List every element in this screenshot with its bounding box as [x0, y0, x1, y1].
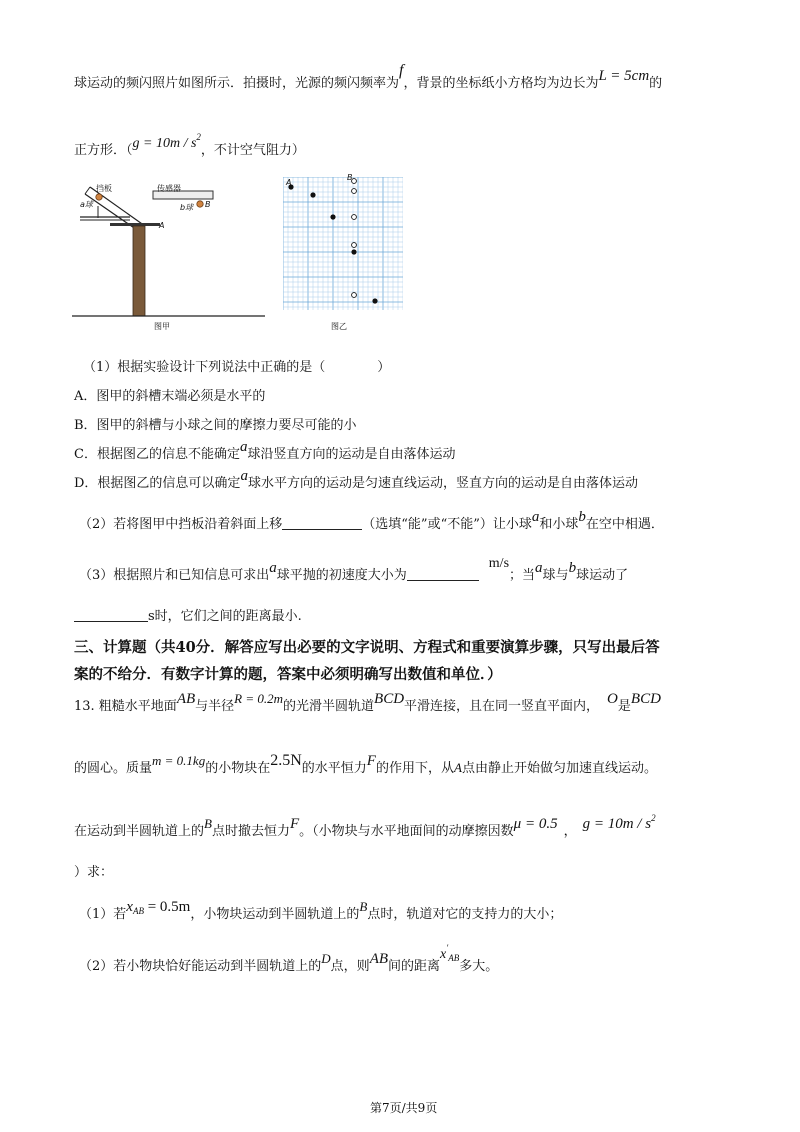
- q3-blank-time[interactable]: [74, 609, 148, 622]
- q2-line: （2）若将图甲中挡板沿着斜面上移 （选填“能”或“不能”）让小球a和小球b在空中相遇．: [79, 509, 664, 532]
- q3-line-2: s时，它们之间的距离最小.: [74, 605, 302, 624]
- strobe-ball-a: [330, 214, 335, 219]
- figure-strobe-grid: [283, 177, 403, 310]
- label-point-A: A: [159, 221, 165, 230]
- strobe-ball-b: [352, 189, 357, 194]
- table-pole: [133, 226, 145, 316]
- p13-line-1: 13. 粗糙水平地面AB与半径R = 0.2m的光滑半圆轨道BCD平滑连接，且在同一竖直平面内， O是BCD: [74, 691, 661, 714]
- var-L: L = 5cm: [598, 68, 650, 84]
- q1-option-B: B．图甲的斜槽与小球之间的摩擦力要尽可能的小: [74, 418, 357, 433]
- p13-line-2: 的圆心。质量m = 0.1kg的小物块在2.5N的水平恒力F的作用下，从A点由静止开始做匀加速直线运动。: [74, 752, 657, 776]
- label-point-B: B: [205, 200, 211, 209]
- ball-b: [197, 201, 203, 207]
- p13-line-4: ）求：: [74, 865, 114, 880]
- caption-figure-1: 图甲: [154, 322, 170, 331]
- figure-apparatus: [70, 172, 270, 334]
- strobe-ball-b: [352, 293, 357, 298]
- label-ball-b: b球: [180, 203, 194, 212]
- grid-label-B: B: [347, 173, 353, 182]
- label-baffle: 挡板: [96, 184, 112, 193]
- ball-a: [96, 194, 102, 200]
- caption-figure-2: 图乙: [331, 322, 347, 331]
- q2-blank[interactable]: [282, 517, 362, 530]
- section-heading-line-1: 三、计算题（共40分．解答应写出必要的文字说明、方程式和重要演算步骤，只写出最后答: [74, 639, 660, 656]
- strobe-ball-b: [352, 215, 357, 220]
- q1-stem: （1）根据实验设计下列说法中正确的是（ ）: [83, 360, 391, 375]
- label-ball-a: a球: [80, 200, 93, 209]
- page-number: 第7页/共9页: [370, 1101, 438, 1115]
- q1-option-A: A．图甲的斜槽末端必须是水平的: [74, 389, 266, 404]
- var-f: f: [399, 62, 404, 79]
- p13-sub-2: （2）若小物块恰好能运动到半圆轨道上的D点，则AB间的距离$x'_{AB}$多大。: [79, 943, 499, 974]
- grid-label-A: A: [286, 178, 292, 187]
- strobe-ball-a: [372, 298, 377, 303]
- intro-line-1: 球运动的频闪照片如图所示．拍摄时，光源的频闪频率为f，背景的坐标纸小方格均为边长为L = 5cm的: [74, 62, 663, 91]
- table-top: [110, 223, 160, 226]
- label-sensor: 传感器: [157, 184, 181, 193]
- p13-sub-1: （1）若$x_{AB} = 0.5m$，小物块运动到半圆轨道上的B点时，轨道对它的支持力的大小；: [79, 899, 563, 922]
- strobe-ball-a: [310, 192, 315, 197]
- ramp-line-bottom: [85, 194, 140, 232]
- strobe-ball-b: [352, 243, 357, 248]
- strobe-ball-a: [351, 249, 356, 254]
- q3-line-1: （3）根据照片和已知信息可求出a球平抛的初速度大小为m/s；当a球与b球运动了: [79, 556, 629, 583]
- q1-option-D: D．根据图乙的信息可以确定a球水平方向的运动是匀速直线运动，竖直方向的运动是自由落体运动: [74, 468, 638, 491]
- intro-line-2: 正方形．（$g = 10m / s^2$，不计空气阻力）: [74, 132, 305, 158]
- var-g: $g = 10m / s^2$: [132, 132, 201, 151]
- p13-line-3: 在运动到半圆轨道上的B点时撤去恒力F。（小物块与水平地面间的动摩擦因数μ = 0.5 ， $g = 10m / s^2$: [74, 813, 656, 839]
- section-heading-line-2: 案的不给分．有数字计算的题，答案中必须明确写出数值和单位．）: [74, 666, 502, 683]
- q1-option-C: C．根据图乙的信息不能确定a球沿竖直方向的运动是自由落体运动: [74, 439, 456, 462]
- q3-blank-velocity[interactable]: [407, 568, 479, 581]
